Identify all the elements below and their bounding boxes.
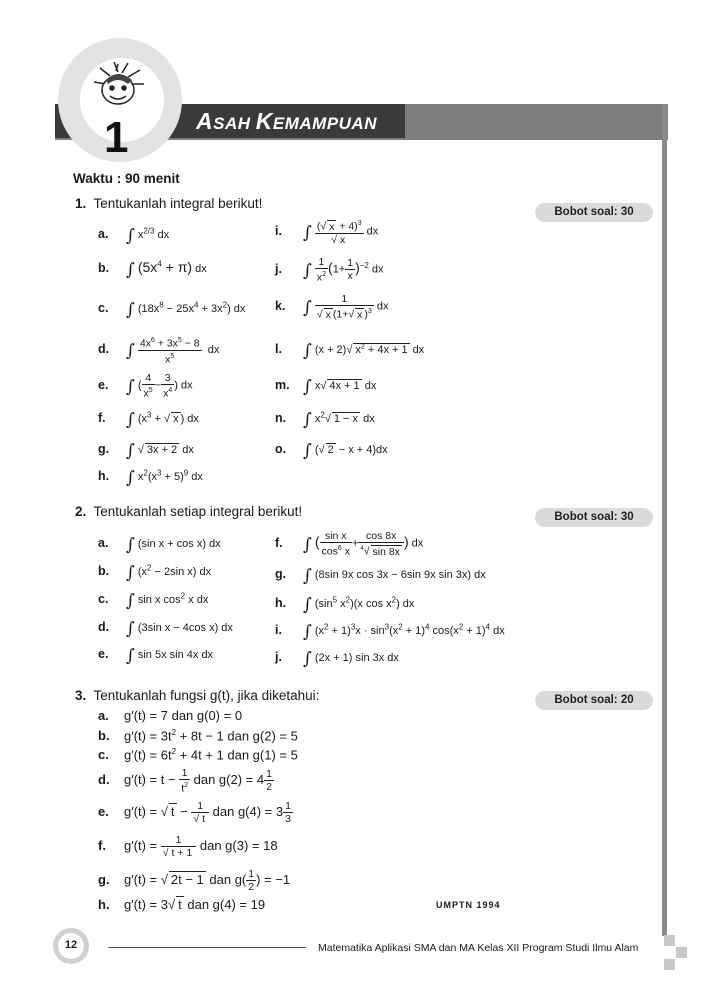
q1-item-h: h. ∫ $x^2(x^3 + 5)^9$ dx <box>98 468 203 488</box>
q3-item-e: e. g′(t) = √ t − $\frac{1}{√ t}$ dan g(4) = 3 $\frac{1}{3}$ <box>98 800 291 825</box>
footer-book-title: Matematika Aplikasi SMA dan MA Kelas XII Program Studi Ilmu Alam <box>318 942 639 954</box>
q1-item-n: n. ∫ $x^2√$ 1 − x dx <box>275 410 375 430</box>
q1-item-f: f. ∫ ($x^3$ + √ x ) dx <box>98 410 199 430</box>
right-margin-rule <box>662 104 667 936</box>
q1-item-o: o. ∫ (√ 2 − x + 4)dx <box>275 441 388 461</box>
q3-item-d: d. g′(t) = t − $\frac{1}{t^2}$ dan g(2) = 4 $\frac{1}{2}$ <box>98 767 272 795</box>
q1-item-i: i. ∫ $\frac{(√ x + 4)^3}{√ x}$ dx <box>275 220 379 246</box>
q2-item-d: d. ∫ (3sin x − 4cos x) dx <box>98 619 233 639</box>
q1-heading: 1. Tentukanlah integral berikut! <box>75 196 263 211</box>
q3-item-a: a. g′(t) = 7 dan g(0) = 0 <box>98 708 243 723</box>
q2-item-a: a. ∫ (sin x + cos x) dx <box>98 535 221 555</box>
q2-item-e: e. ∫ sin 5x sin 4x dx <box>98 646 214 666</box>
footer-square-decoration <box>664 959 675 970</box>
q2-item-h: h. ∫ ($\sin^5$ $x^2)(x$ $\cos x^2$) dx <box>275 595 415 615</box>
q3-item-h: h. g′(t) = 3√ t dan g(4) = 19 <box>98 897 266 912</box>
q2-item-c: c. ∫ sin x $\cos^2 x$ dx <box>98 591 209 611</box>
footer-rule <box>108 947 306 948</box>
time-label: Waktu : 90 menit <box>73 171 180 186</box>
chapter-title: ASAH KEMAMPUAN <box>196 108 377 134</box>
q1-item-a: a. ∫ $x^{2/3}$ dx <box>98 226 170 246</box>
q3-heading: 3. Tentukanlah fungsi g(t), jika diketahui: <box>75 688 320 703</box>
q1-item-e: e. ∫ ( $\frac{4}{x^5}$ − $\frac{3}{x^4}$ ) dx <box>98 372 193 400</box>
q1-item-g: g. ∫ √ 3x + 2 dx <box>98 441 194 461</box>
q2-item-f: f. ∫ ( $\frac{\text{sin x}}{\cos^6 x}$ + $\frac{\cos 8x}{^4√ \sin 8x}$ ) dx <box>275 530 424 558</box>
q1-item-m: m. ∫ x√ 4x + 1 dx <box>275 377 377 397</box>
q3-weight-badge: Bobot soal: 20 <box>535 691 653 710</box>
q2-item-b: b. ∫ ($x^2 - 2\sin$ x) dx <box>98 563 212 583</box>
q2-item-j: j. ∫ (2x + 1) sin 3x dx <box>275 649 399 669</box>
q2-heading: 2. Tentukanlah setiap integral berikut! <box>75 504 303 519</box>
q1-item-d: d. ∫ $\frac{4x^6 + 3x^5 - 8}{x^5}$ dx <box>98 337 220 365</box>
mascot-icon <box>88 62 148 116</box>
q3-item-c: c. $g'(t) = 6t^2 + 4t + 1$ dan g(1) = 5 <box>98 747 298 763</box>
q1-item-b: b. ∫ $(5x^4 + \pi)$ dx <box>98 259 207 280</box>
source-tag: UMPTN 1994 <box>436 900 501 910</box>
q3-item-g: g. g′(t) = √ 2t − 1 dan g( $\frac{1}{2}$ ) = −1 <box>98 868 291 893</box>
q2-weight-badge: Bobot soal: 30 <box>535 508 653 527</box>
q1-item-j: j. ∫ $\frac{1}{x^2}$ (1+ $\frac{1}{x}$ )$^{-2}$ dx <box>275 256 384 284</box>
q3-item-f: f. g′(t) = $\frac{1}{√ t + 1}$ dan g(3) = 18 <box>98 834 278 859</box>
footer-square-decoration <box>676 947 687 958</box>
q1-item-k: k. ∫ $\frac{1}{√ x (1+√ x )^3}$ dx <box>275 293 389 321</box>
footer-square-decoration <box>664 935 675 946</box>
page-number: 12 <box>64 939 78 951</box>
q2-item-g: g. ∫ (8sin 9x cos 3x − 6sin 9x sin 3x) dx <box>275 566 486 586</box>
q3-item-b: b. $g'(t) = 3t^2 + 8t - 1$ dan g(2) = 5 <box>98 728 298 744</box>
q1-item-l: l. ∫ (x + 2)√ $x^2 + 4x + 1$ dx <box>275 341 425 361</box>
q2-item-i: i. ∫ $(x^2 + 1)^3x \cdot \sin^3(x^2 + 1)^4$ $\cos(x^2 + 1)^4$ dx <box>275 622 505 642</box>
q1-item-c: c. ∫ $(18x^8 - 25x^4 + 3x^2)$ dx <box>98 300 246 320</box>
chapter-number: 1 <box>104 113 129 162</box>
q1-weight-badge: Bobot soal: 30 <box>535 203 653 222</box>
